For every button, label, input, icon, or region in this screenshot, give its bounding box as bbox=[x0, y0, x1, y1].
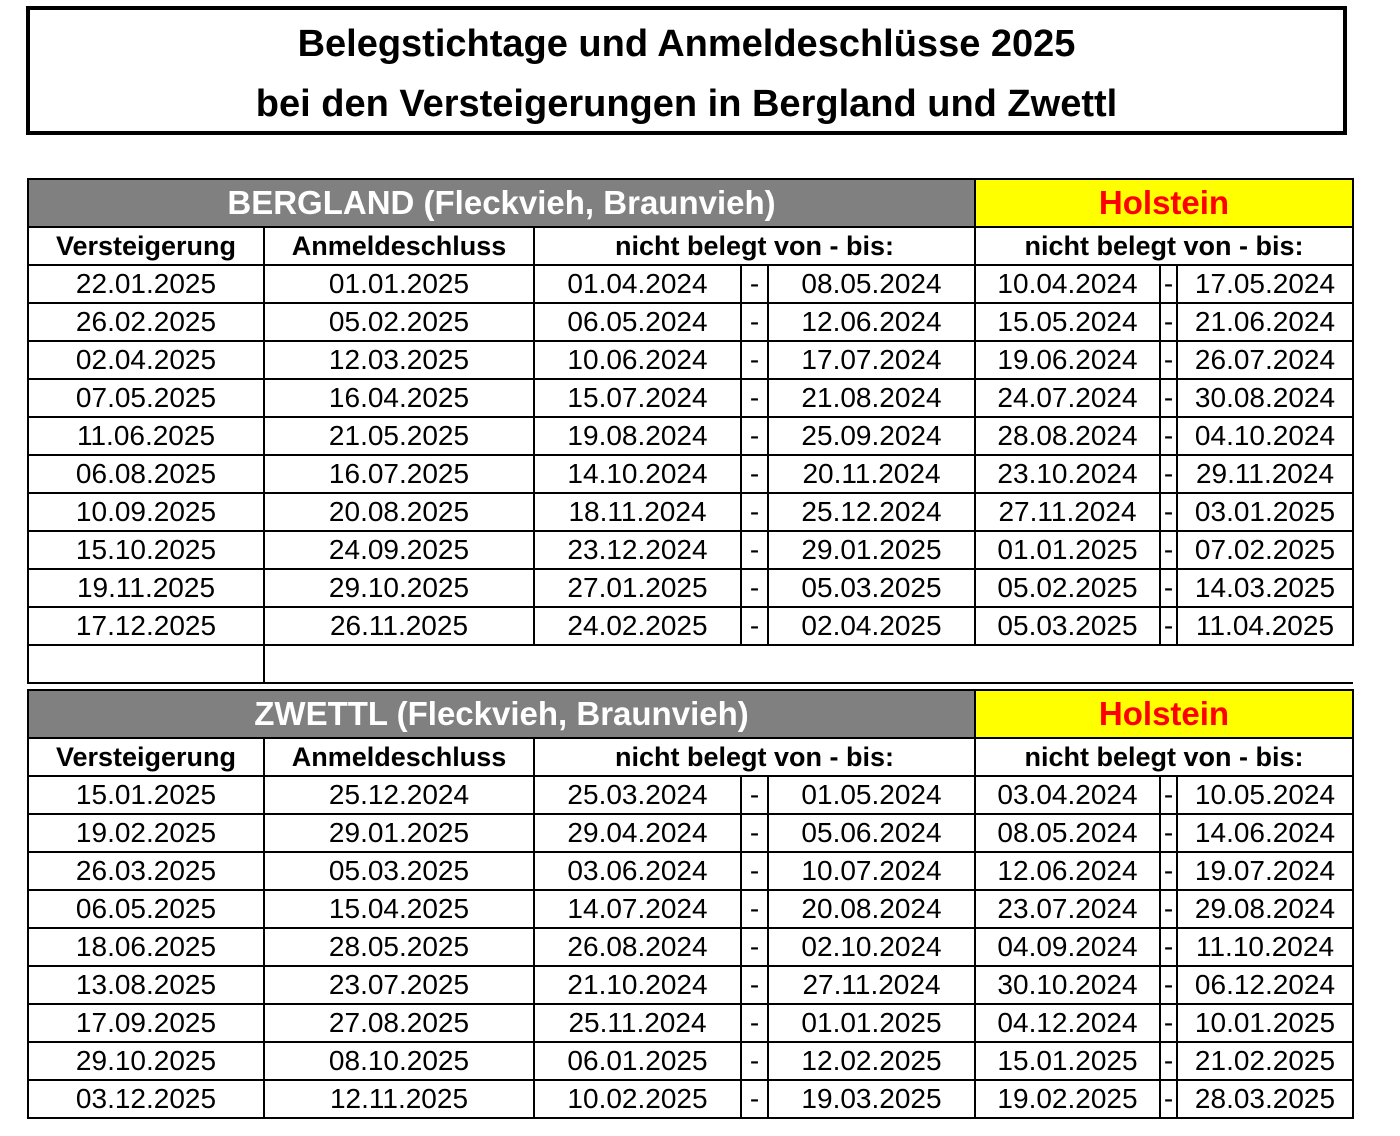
holstein-bis: 10.05.2024 bbox=[1177, 776, 1353, 814]
table-row bbox=[28, 493, 1353, 531]
section-header-row bbox=[28, 690, 1353, 738]
holstein-range-dash: - bbox=[1160, 814, 1177, 852]
nicht-belegt-von: 25.03.2024 bbox=[534, 776, 741, 814]
holstein-range-dash: - bbox=[1160, 569, 1177, 607]
nicht-belegt-von: 26.08.2024 bbox=[534, 928, 741, 966]
nicht-belegt-bis: 19.03.2025 bbox=[768, 1080, 975, 1118]
holstein-bis: 14.03.2025 bbox=[1177, 569, 1353, 607]
nicht-belegt-bis: 25.09.2024 bbox=[768, 417, 975, 455]
versteigerung-date: 13.08.2025 bbox=[28, 966, 264, 1004]
nicht-belegt-bis: 12.06.2024 bbox=[768, 303, 975, 341]
holstein-von: 08.05.2024 bbox=[975, 814, 1160, 852]
holstein-bis: 07.02.2025 bbox=[1177, 531, 1353, 569]
holstein-bis: 17.05.2024 bbox=[1177, 265, 1353, 303]
spacer-cell bbox=[28, 645, 264, 683]
holstein-bis: 11.10.2024 bbox=[1177, 928, 1353, 966]
anmeldeschluss-date: 21.05.2025 bbox=[264, 417, 534, 455]
nicht-belegt-bis: 05.03.2025 bbox=[768, 569, 975, 607]
nicht-belegt-von: 10.06.2024 bbox=[534, 341, 741, 379]
holstein-header: Holstein bbox=[975, 690, 1353, 738]
holstein-von: 01.01.2025 bbox=[975, 531, 1160, 569]
nicht-belegt-von: 01.04.2024 bbox=[534, 265, 741, 303]
col-header-holstein-nicht-belegt: nicht belegt von - bis: bbox=[975, 227, 1353, 265]
col-header-versteigerung: Versteigerung bbox=[28, 738, 264, 776]
range-dash: - bbox=[741, 1080, 768, 1118]
section-header-row bbox=[28, 179, 1353, 227]
holstein-von: 05.03.2025 bbox=[975, 607, 1160, 645]
range-dash: - bbox=[741, 569, 768, 607]
range-dash: - bbox=[741, 852, 768, 890]
nicht-belegt-bis: 20.08.2024 bbox=[768, 890, 975, 928]
anmeldeschluss-date: 12.11.2025 bbox=[264, 1080, 534, 1118]
nicht-belegt-von: 21.10.2024 bbox=[534, 966, 741, 1004]
holstein-von: 03.04.2024 bbox=[975, 776, 1160, 814]
holstein-range-dash: - bbox=[1160, 928, 1177, 966]
holstein-range-dash: - bbox=[1160, 1042, 1177, 1080]
holstein-bis: 06.12.2024 bbox=[1177, 966, 1353, 1004]
table-row bbox=[28, 1080, 1353, 1118]
table-row bbox=[28, 928, 1353, 966]
holstein-bis: 29.11.2024 bbox=[1177, 455, 1353, 493]
holstein-range-dash: - bbox=[1160, 1080, 1177, 1118]
holstein-von: 23.07.2024 bbox=[975, 890, 1160, 928]
range-dash: - bbox=[741, 928, 768, 966]
holstein-range-dash: - bbox=[1160, 265, 1177, 303]
range-dash: - bbox=[741, 417, 768, 455]
anmeldeschluss-date: 28.05.2025 bbox=[264, 928, 534, 966]
table-row bbox=[28, 265, 1353, 303]
range-dash: - bbox=[741, 341, 768, 379]
holstein-header: Holstein bbox=[975, 179, 1353, 227]
holstein-bis: 10.01.2025 bbox=[1177, 1004, 1353, 1042]
spacer-row bbox=[28, 645, 1353, 683]
versteigerung-date: 18.06.2025 bbox=[28, 928, 264, 966]
holstein-von: 30.10.2024 bbox=[975, 966, 1160, 1004]
spacer-blank bbox=[264, 645, 1353, 683]
versteigerung-date: 02.04.2025 bbox=[28, 341, 264, 379]
nicht-belegt-von: 06.05.2024 bbox=[534, 303, 741, 341]
anmeldeschluss-date: 12.03.2025 bbox=[264, 341, 534, 379]
holstein-von: 23.10.2024 bbox=[975, 455, 1160, 493]
nicht-belegt-bis: 25.12.2024 bbox=[768, 493, 975, 531]
section-title: ZWETTL (Fleckvieh, Braunvieh) bbox=[28, 690, 975, 738]
versteigerung-date: 29.10.2025 bbox=[28, 1042, 264, 1080]
zwettl-table bbox=[27, 689, 1354, 1119]
holstein-range-dash: - bbox=[1160, 455, 1177, 493]
nicht-belegt-bis: 12.02.2025 bbox=[768, 1042, 975, 1080]
table-row bbox=[28, 341, 1353, 379]
range-dash: - bbox=[741, 379, 768, 417]
nicht-belegt-von: 06.01.2025 bbox=[534, 1042, 741, 1080]
col-header-anmeldeschluss: Anmeldeschluss bbox=[264, 738, 534, 776]
col-header-holstein-nicht-belegt: nicht belegt von - bis: bbox=[975, 738, 1353, 776]
holstein-von: 10.04.2024 bbox=[975, 265, 1160, 303]
range-dash: - bbox=[741, 303, 768, 341]
holstein-bis: 26.07.2024 bbox=[1177, 341, 1353, 379]
holstein-bis: 03.01.2025 bbox=[1177, 493, 1353, 531]
versteigerung-date: 15.10.2025 bbox=[28, 531, 264, 569]
nicht-belegt-bis: 08.05.2024 bbox=[768, 265, 975, 303]
nicht-belegt-bis: 29.01.2025 bbox=[768, 531, 975, 569]
nicht-belegt-von: 24.02.2025 bbox=[534, 607, 741, 645]
nicht-belegt-von: 27.01.2025 bbox=[534, 569, 741, 607]
nicht-belegt-bis: 10.07.2024 bbox=[768, 852, 975, 890]
nicht-belegt-bis: 01.05.2024 bbox=[768, 776, 975, 814]
range-dash: - bbox=[741, 265, 768, 303]
nicht-belegt-von: 18.11.2024 bbox=[534, 493, 741, 531]
versteigerung-date: 11.06.2025 bbox=[28, 417, 264, 455]
nicht-belegt-von: 15.07.2024 bbox=[534, 379, 741, 417]
table-row bbox=[28, 1004, 1353, 1042]
holstein-range-dash: - bbox=[1160, 341, 1177, 379]
holstein-von: 28.08.2024 bbox=[975, 417, 1160, 455]
holstein-range-dash: - bbox=[1160, 607, 1177, 645]
table-row bbox=[28, 852, 1353, 890]
table-row bbox=[28, 1042, 1353, 1080]
nicht-belegt-von: 03.06.2024 bbox=[534, 852, 741, 890]
holstein-von: 15.05.2024 bbox=[975, 303, 1160, 341]
versteigerung-date: 22.01.2025 bbox=[28, 265, 264, 303]
holstein-bis: 30.08.2024 bbox=[1177, 379, 1353, 417]
versteigerung-date: 26.03.2025 bbox=[28, 852, 264, 890]
nicht-belegt-bis: 27.11.2024 bbox=[768, 966, 975, 1004]
anmeldeschluss-date: 26.11.2025 bbox=[264, 607, 534, 645]
holstein-von: 27.11.2024 bbox=[975, 493, 1160, 531]
nicht-belegt-bis: 02.04.2025 bbox=[768, 607, 975, 645]
anmeldeschluss-date: 29.01.2025 bbox=[264, 814, 534, 852]
nicht-belegt-von: 14.10.2024 bbox=[534, 455, 741, 493]
holstein-range-dash: - bbox=[1160, 966, 1177, 1004]
table-row bbox=[28, 417, 1353, 455]
table-row bbox=[28, 379, 1353, 417]
holstein-range-dash: - bbox=[1160, 531, 1177, 569]
anmeldeschluss-date: 20.08.2025 bbox=[264, 493, 534, 531]
table-row bbox=[28, 776, 1353, 814]
holstein-range-dash: - bbox=[1160, 417, 1177, 455]
anmeldeschluss-date: 16.07.2025 bbox=[264, 455, 534, 493]
table-row bbox=[28, 966, 1353, 1004]
versteigerung-date: 17.12.2025 bbox=[28, 607, 264, 645]
nicht-belegt-bis: 02.10.2024 bbox=[768, 928, 975, 966]
table-row bbox=[28, 814, 1353, 852]
range-dash: - bbox=[741, 1004, 768, 1042]
range-dash: - bbox=[741, 455, 768, 493]
holstein-bis: 19.07.2024 bbox=[1177, 852, 1353, 890]
nicht-belegt-bis: 21.08.2024 bbox=[768, 379, 975, 417]
anmeldeschluss-date: 05.02.2025 bbox=[264, 303, 534, 341]
holstein-von: 04.12.2024 bbox=[975, 1004, 1160, 1042]
anmeldeschluss-date: 27.08.2025 bbox=[264, 1004, 534, 1042]
anmeldeschluss-date: 05.03.2025 bbox=[264, 852, 534, 890]
holstein-bis: 21.06.2024 bbox=[1177, 303, 1353, 341]
range-dash: - bbox=[741, 607, 768, 645]
holstein-von: 19.06.2024 bbox=[975, 341, 1160, 379]
holstein-von: 15.01.2025 bbox=[975, 1042, 1160, 1080]
col-header-versteigerung: Versteigerung bbox=[28, 227, 264, 265]
range-dash: - bbox=[741, 814, 768, 852]
table-row bbox=[28, 303, 1353, 341]
column-header-row bbox=[28, 227, 1353, 265]
versteigerung-date: 03.12.2025 bbox=[28, 1080, 264, 1118]
versteigerung-date: 07.05.2025 bbox=[28, 379, 264, 417]
holstein-range-dash: - bbox=[1160, 303, 1177, 341]
versteigerung-date: 17.09.2025 bbox=[28, 1004, 264, 1042]
holstein-von: 19.02.2025 bbox=[975, 1080, 1160, 1118]
anmeldeschluss-date: 24.09.2025 bbox=[264, 531, 534, 569]
section-title: BERGLAND (Fleckvieh, Braunvieh) bbox=[28, 179, 975, 227]
nicht-belegt-bis: 01.01.2025 bbox=[768, 1004, 975, 1042]
nicht-belegt-von: 23.12.2024 bbox=[534, 531, 741, 569]
versteigerung-date: 15.01.2025 bbox=[28, 776, 264, 814]
holstein-bis: 11.04.2025 bbox=[1177, 607, 1353, 645]
versteigerung-date: 19.11.2025 bbox=[28, 569, 264, 607]
title-line-1: Belegstichtage und Anmeldeschlüsse 2025 bbox=[297, 23, 1076, 65]
anmeldeschluss-date: 25.12.2024 bbox=[264, 776, 534, 814]
holstein-range-dash: - bbox=[1160, 379, 1177, 417]
range-dash: - bbox=[741, 493, 768, 531]
holstein-bis: 28.03.2025 bbox=[1177, 1080, 1353, 1118]
col-header-anmeldeschluss: Anmeldeschluss bbox=[264, 227, 534, 265]
table-row bbox=[28, 607, 1353, 645]
anmeldeschluss-date: 08.10.2025 bbox=[264, 1042, 534, 1080]
nicht-belegt-bis: 20.11.2024 bbox=[768, 455, 975, 493]
versteigerung-date: 10.09.2025 bbox=[28, 493, 264, 531]
anmeldeschluss-date: 01.01.2025 bbox=[264, 265, 534, 303]
range-dash: - bbox=[741, 890, 768, 928]
holstein-range-dash: - bbox=[1160, 890, 1177, 928]
holstein-bis: 14.06.2024 bbox=[1177, 814, 1353, 852]
range-dash: - bbox=[741, 776, 768, 814]
range-dash: - bbox=[741, 1042, 768, 1080]
nicht-belegt-von: 25.11.2024 bbox=[534, 1004, 741, 1042]
bergland-table bbox=[27, 178, 1354, 684]
title-box bbox=[26, 6, 1347, 135]
holstein-bis: 04.10.2024 bbox=[1177, 417, 1353, 455]
holstein-range-dash: - bbox=[1160, 776, 1177, 814]
holstein-range-dash: - bbox=[1160, 493, 1177, 531]
col-header-nicht-belegt: nicht belegt von - bis: bbox=[534, 738, 975, 776]
versteigerung-date: 06.08.2025 bbox=[28, 455, 264, 493]
anmeldeschluss-date: 16.04.2025 bbox=[264, 379, 534, 417]
holstein-von: 04.09.2024 bbox=[975, 928, 1160, 966]
table-row bbox=[28, 455, 1353, 493]
holstein-von: 05.02.2025 bbox=[975, 569, 1160, 607]
anmeldeschluss-date: 23.07.2025 bbox=[264, 966, 534, 1004]
holstein-range-dash: - bbox=[1160, 852, 1177, 890]
col-header-nicht-belegt: nicht belegt von - bis: bbox=[534, 227, 975, 265]
holstein-bis: 29.08.2024 bbox=[1177, 890, 1353, 928]
holstein-von: 24.07.2024 bbox=[975, 379, 1160, 417]
nicht-belegt-von: 19.08.2024 bbox=[534, 417, 741, 455]
versteigerung-date: 06.05.2025 bbox=[28, 890, 264, 928]
holstein-von: 12.06.2024 bbox=[975, 852, 1160, 890]
versteigerung-date: 26.02.2025 bbox=[28, 303, 264, 341]
holstein-bis: 21.02.2025 bbox=[1177, 1042, 1353, 1080]
versteigerung-date: 19.02.2025 bbox=[28, 814, 264, 852]
anmeldeschluss-date: 15.04.2025 bbox=[264, 890, 534, 928]
nicht-belegt-von: 29.04.2024 bbox=[534, 814, 741, 852]
nicht-belegt-bis: 05.06.2024 bbox=[768, 814, 975, 852]
table-row bbox=[28, 890, 1353, 928]
nicht-belegt-von: 10.02.2025 bbox=[534, 1080, 741, 1118]
range-dash: - bbox=[741, 531, 768, 569]
table-row bbox=[28, 531, 1353, 569]
anmeldeschluss-date: 29.10.2025 bbox=[264, 569, 534, 607]
nicht-belegt-bis: 17.07.2024 bbox=[768, 341, 975, 379]
table-row bbox=[28, 569, 1353, 607]
range-dash: - bbox=[741, 966, 768, 1004]
nicht-belegt-von: 14.07.2024 bbox=[534, 890, 741, 928]
holstein-range-dash: - bbox=[1160, 1004, 1177, 1042]
column-header-row bbox=[28, 738, 1353, 776]
title-line-2: bei den Versteigerungen in Bergland und Zwettl bbox=[255, 83, 1118, 125]
